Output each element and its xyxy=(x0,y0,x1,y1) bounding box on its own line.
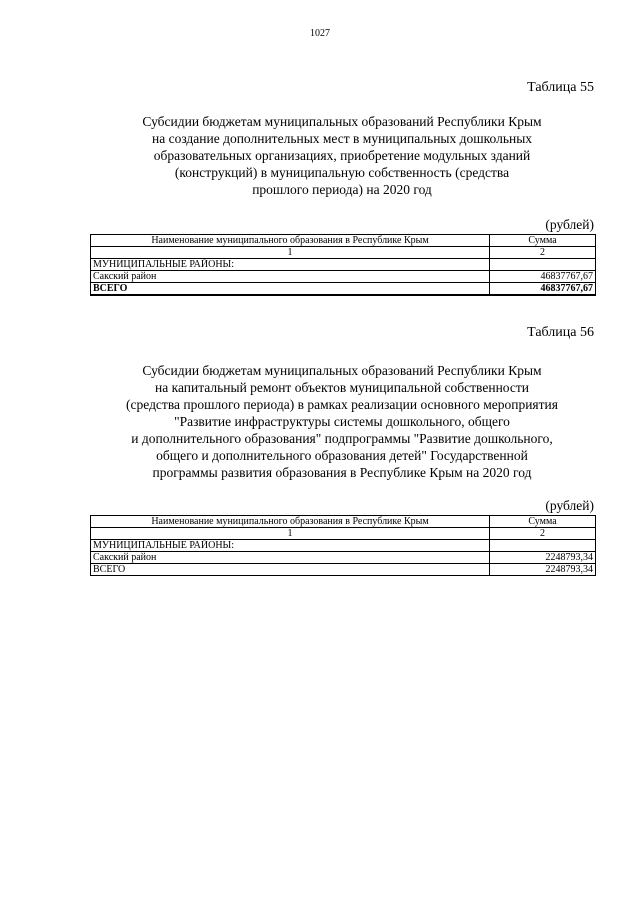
table-56-units: (рублей) xyxy=(545,498,594,513)
table-55-title-line: прошлого периода) на 2020 год xyxy=(252,182,432,197)
table-55-units: (рублей) xyxy=(545,217,594,232)
table-56-title-line: программы развития образования в Республике Крым на 2020 год xyxy=(152,465,532,480)
header-sum-cell: Сумма xyxy=(490,235,596,247)
header-sum-cell: Сумма xyxy=(490,516,596,528)
table-row xyxy=(91,552,596,564)
row-name-cell: МУНИЦИПАЛЬНЫЕ РАЙОНЫ: xyxy=(91,540,490,552)
header-name-cell: Наименование муниципального образования в Республике Крым xyxy=(91,235,490,247)
row-value-cell xyxy=(490,540,596,552)
table-55-title xyxy=(60,113,624,198)
table-56-title-line: "Развитие инфраструктуры системы дошкольного, общего xyxy=(174,414,510,429)
table-row xyxy=(91,271,596,283)
row-value-cell: 46837767,67 xyxy=(490,283,596,296)
table-55-title-line: на создание дополнительных мест в муниципальных дошкольных xyxy=(151,131,533,146)
row-name-cell: ВСЕГО xyxy=(91,283,490,296)
table-row xyxy=(91,259,596,271)
table-56-title-line: общего и дополнительного образования детей" Государственной xyxy=(156,448,528,463)
column-number-cell: 1 xyxy=(91,528,490,540)
total-row xyxy=(91,283,596,296)
column-number-cell: 2 xyxy=(490,528,596,540)
column-number-cell: 1 xyxy=(91,247,490,259)
row-value-cell xyxy=(490,259,596,271)
table-55 xyxy=(90,234,596,296)
table-header-row xyxy=(91,235,596,247)
table-56-title-line: и дополнительного образования" подпрограммы "Развитие дошкольного, xyxy=(131,431,553,446)
table-56-title xyxy=(60,362,624,481)
table-56-title-line: (средства прошлого периода) в рамках реализации основного мероприятия xyxy=(126,397,558,412)
column-number-row xyxy=(91,247,596,259)
table-55-title-line: образовательных организациях, приобретение модульных зданий xyxy=(153,148,531,163)
row-name-cell: ВСЕГО xyxy=(91,564,490,576)
row-value-cell: 46837767,67 xyxy=(490,271,596,283)
table-56 xyxy=(90,515,596,576)
table-55-title-line: (конструкций) в муниципальную собственность (средства xyxy=(174,165,510,180)
header-name-cell: Наименование муниципального образования в Республике Крым xyxy=(91,516,490,528)
row-name-cell: Сакский район xyxy=(91,271,490,283)
column-number-cell: 2 xyxy=(490,247,596,259)
row-name-cell: МУНИЦИПАЛЬНЫЕ РАЙОНЫ: xyxy=(91,259,490,271)
table-56-title-line: на капитальный ремонт объектов муниципальной собственности xyxy=(155,380,529,395)
column-number-row xyxy=(91,528,596,540)
table-56-title-line: Субсидии бюджетам муниципальных образований Республики Крым xyxy=(142,363,542,378)
table-header-row xyxy=(91,516,596,528)
row-value-cell: 2248793,34 xyxy=(490,564,596,576)
table-55-label: Таблица 55 xyxy=(527,80,594,95)
page-number: 1027 xyxy=(310,28,330,39)
row-value-cell: 2248793,34 xyxy=(490,552,596,564)
row-name-cell: Сакский район xyxy=(91,552,490,564)
total-row xyxy=(91,564,596,576)
table-row xyxy=(91,540,596,552)
table-56-label: Таблица 56 xyxy=(527,325,594,340)
table-55-title-line: Субсидии бюджетам муниципальных образований Республики Крым xyxy=(142,114,542,129)
